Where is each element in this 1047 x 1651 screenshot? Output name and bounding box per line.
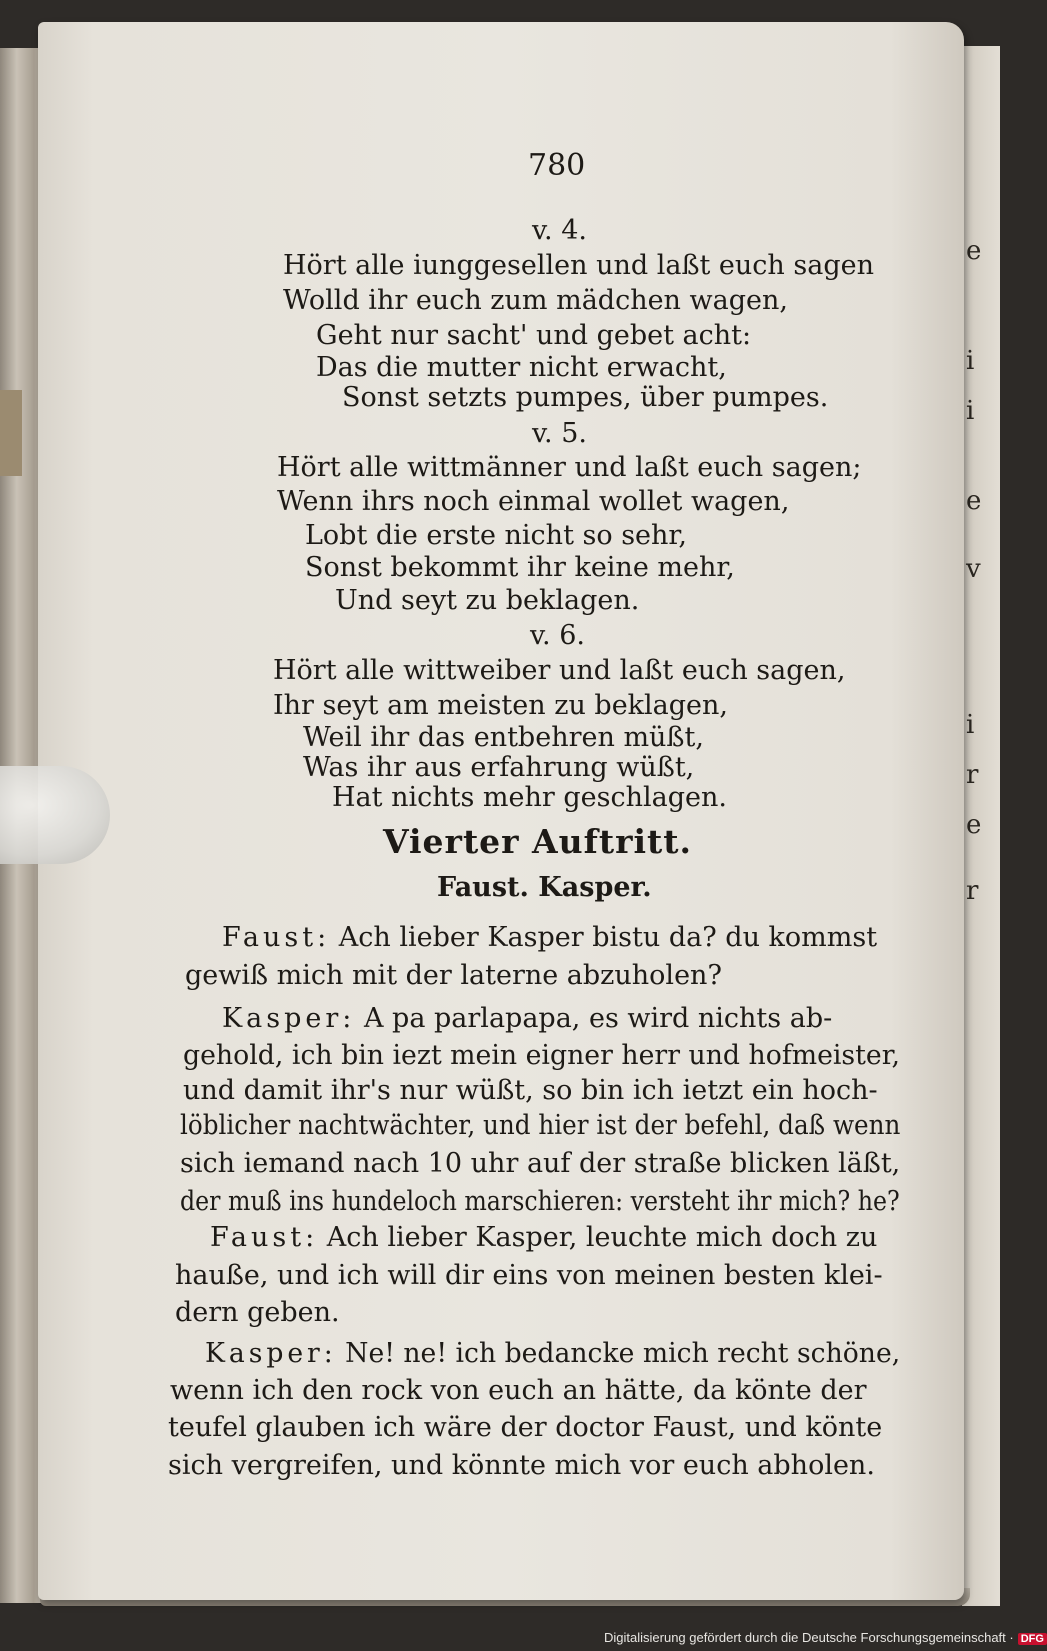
dialogue-line — [205, 1338, 900, 1369]
scene-persons: Faust. Kasper. — [437, 872, 652, 903]
dialogue-line: löblicher nachtwächter, und hier ist der befehl, daß wenn — [180, 1110, 901, 1141]
facing-page-fragment: v — [966, 554, 981, 584]
dialogue-line — [222, 922, 877, 953]
scene-title: Vierter Auftritt. — [383, 822, 692, 861]
dialogue-line: sich iemand nach 10 uhr auf der straße blicken läßt, — [180, 1148, 901, 1179]
verse-heading: v. 4. — [532, 215, 587, 246]
facing-page-edge — [962, 46, 1000, 1606]
dialogue-line: gewiß mich mit der laterne abzuholen? — [185, 960, 722, 991]
verse-line: Hört alle wittmänner und laßt euch sagen; — [277, 452, 862, 483]
digitization-credit — [604, 1630, 1047, 1645]
bookmark-strip — [0, 390, 22, 476]
dialogue-line: dern geben. — [175, 1297, 340, 1328]
verse-line: Wolld ihr euch zum mädchen wagen, — [283, 285, 788, 316]
dialogue-line: hauße, und ich will dir eins von meinen besten klei- — [175, 1260, 883, 1291]
verse-line: Hat nichts mehr geschlagen. — [332, 782, 727, 813]
verse-heading: v. 5. — [532, 418, 587, 449]
dialogue-line — [222, 1003, 832, 1034]
verse-line: Sonst bekommt ihr keine mehr, — [305, 552, 735, 583]
speaker-name: Kasper: — [205, 1338, 337, 1369]
verse-line: Und seyt zu beklagen. — [335, 585, 640, 616]
dialogue-text: Ach lieber Kasper bistu da? du kommst — [330, 922, 878, 953]
verse-line: Das die mutter nicht erwacht, — [316, 352, 727, 383]
dialogue-line: und damit ihr's nur wüßt, so bin ich ietzt ein hoch- — [183, 1075, 878, 1106]
dialogue-line: teufel glauben ich wäre der doctor Faust, und könte — [168, 1412, 883, 1443]
page-number: 780 — [528, 148, 586, 183]
facing-page-fragment: e — [966, 810, 982, 840]
facing-page-fragment: i — [966, 346, 975, 376]
speaker-name: Kasper: — [222, 1003, 356, 1034]
verse-heading: v. 6. — [530, 620, 585, 651]
facing-page-fragment: i — [966, 396, 975, 426]
speaker-name: Faust: — [210, 1222, 319, 1253]
page-clip — [0, 766, 110, 864]
facing-page-fragment: e — [966, 486, 982, 516]
verse-line: Ihr seyt am meisten zu beklagen, — [273, 690, 729, 721]
dialogue-line: gehold, ich bin iezt mein eigner herr und hofmeister, — [183, 1040, 901, 1071]
verse-line: Geht nur sacht' und gebet acht: — [316, 320, 752, 351]
verse-line: Was ihr aus erfahrung wüßt, — [303, 752, 695, 783]
dialogue-line: wenn ich den rock von euch an hätte, da könte der — [170, 1375, 867, 1406]
credit-text: Digitalisierung gefördert durch die Deutsche Forschungsgemeinschaft · — [604, 1630, 1014, 1645]
verse-line: Wenn ihrs noch einmal wollet wagen, — [277, 486, 790, 517]
facing-page-fragment: r — [966, 876, 979, 906]
dialogue-text: Ach lieber Kasper, leuchte mich doch zu — [318, 1222, 878, 1253]
verse-line: Hört alle iunggesellen und laßt euch sagen — [283, 250, 874, 281]
dialogue-line — [210, 1222, 877, 1253]
speaker-name: Faust: — [222, 922, 331, 953]
facing-page-fragment: i — [966, 710, 975, 740]
verse-line: Sonst setzts pumpes, über pumpes. — [342, 382, 829, 413]
verse-line: Lobt die erste nicht so sehr, — [305, 520, 687, 551]
dialogue-text: A pa parlapapa, es wird nichts ab- — [355, 1003, 833, 1034]
dialogue-line: sich vergreifen, und könnte mich vor euch abholen. — [168, 1450, 875, 1481]
dialogue-text: Ne! ne! ich bedancke mich recht schöne, — [336, 1338, 901, 1369]
facing-page-fragment: e — [966, 236, 982, 266]
dialogue-line: der muß ins hundeloch marschieren: versteht ihr mich? he? — [180, 1186, 900, 1217]
dfg-logo: DFG — [1018, 1633, 1047, 1645]
verse-line: Weil ihr das entbehren müßt, — [303, 722, 704, 753]
verse-line: Hört alle wittweiber und laßt euch sagen, — [273, 655, 846, 686]
facing-page-fragment: r — [966, 760, 979, 790]
